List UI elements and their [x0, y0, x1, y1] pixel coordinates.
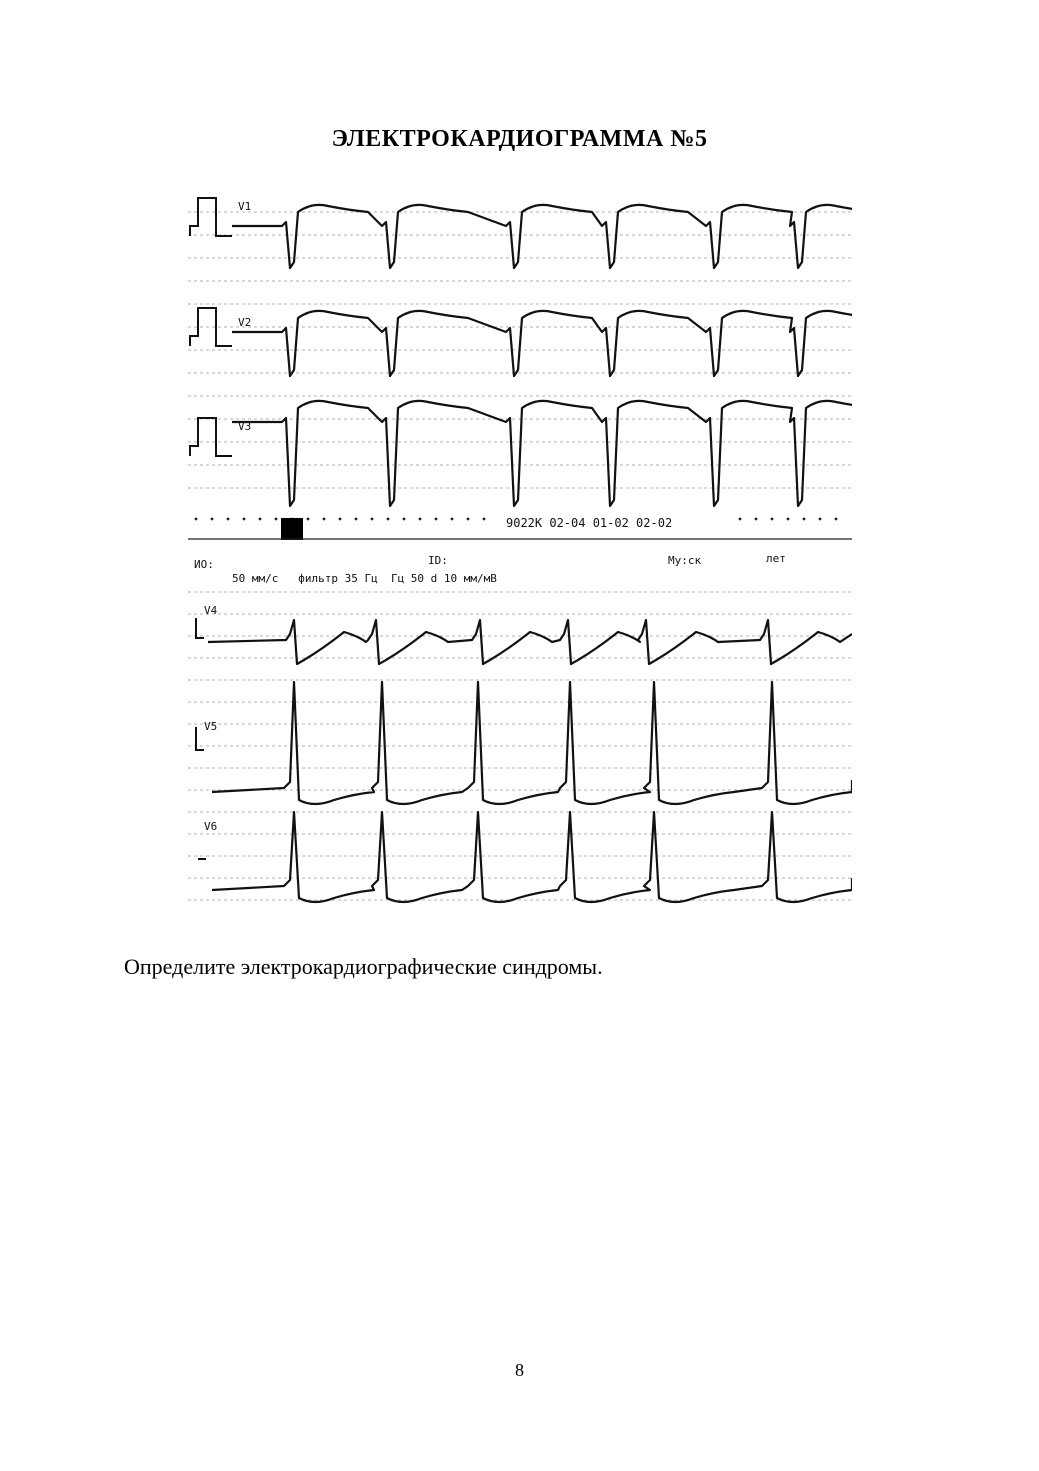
separator-dot: [339, 518, 342, 521]
recording-settings: 50 мм/с фильтр 35 Гц Гц 50 d 10 мм/мВ: [232, 572, 497, 585]
separator-dot: [419, 518, 422, 521]
separator-dot: [771, 518, 774, 521]
ecg-tracing: [188, 190, 852, 916]
device-code: 9022K 02-04 01-02 02-02: [506, 516, 673, 530]
separator-dot: [323, 518, 326, 521]
separator-dot: [243, 518, 246, 521]
lead-label-v6: V6: [204, 820, 218, 833]
question-text: Определите электрокардиографические синдромы.: [124, 954, 603, 979]
separator-dot: [387, 518, 390, 521]
separator-dot: [355, 518, 358, 521]
id-label: ID:: [428, 554, 448, 567]
page-number: 8: [515, 1360, 524, 1380]
separator-dot: [259, 518, 262, 521]
separator-dot: [435, 518, 438, 521]
lead-label-v1: V1: [238, 200, 252, 213]
lead-label-v3: V3: [238, 420, 252, 433]
separator-dot: [803, 518, 806, 521]
separator-dot: [739, 518, 742, 521]
separator-dot: [467, 518, 470, 521]
sex-label: Му:ск: [668, 554, 702, 567]
lead-label-v2: V2: [238, 316, 252, 329]
separator-dot: [835, 518, 838, 521]
separator-dot: [403, 518, 406, 521]
document-title: ЭЛЕКТРОКАРДИОГРАММА №5: [331, 126, 708, 152]
separator-dot: [755, 518, 758, 521]
separator-dot: [483, 518, 486, 521]
age-label: лет: [766, 552, 786, 565]
lead-label-v4: V4: [204, 604, 218, 617]
marker-block: [281, 518, 303, 540]
separator-dot: [451, 518, 454, 521]
fio-label: ИО:: [194, 558, 214, 571]
separator-dot: [371, 518, 374, 521]
separator-dot: [307, 518, 310, 521]
separator-dot: [787, 518, 790, 521]
separator-dot: [275, 518, 278, 521]
separator-dot: [227, 518, 230, 521]
separator-dot: [195, 518, 198, 521]
lead-label-v5: V5: [204, 720, 218, 733]
separator-dot: [819, 518, 822, 521]
separator-dot: [211, 518, 214, 521]
